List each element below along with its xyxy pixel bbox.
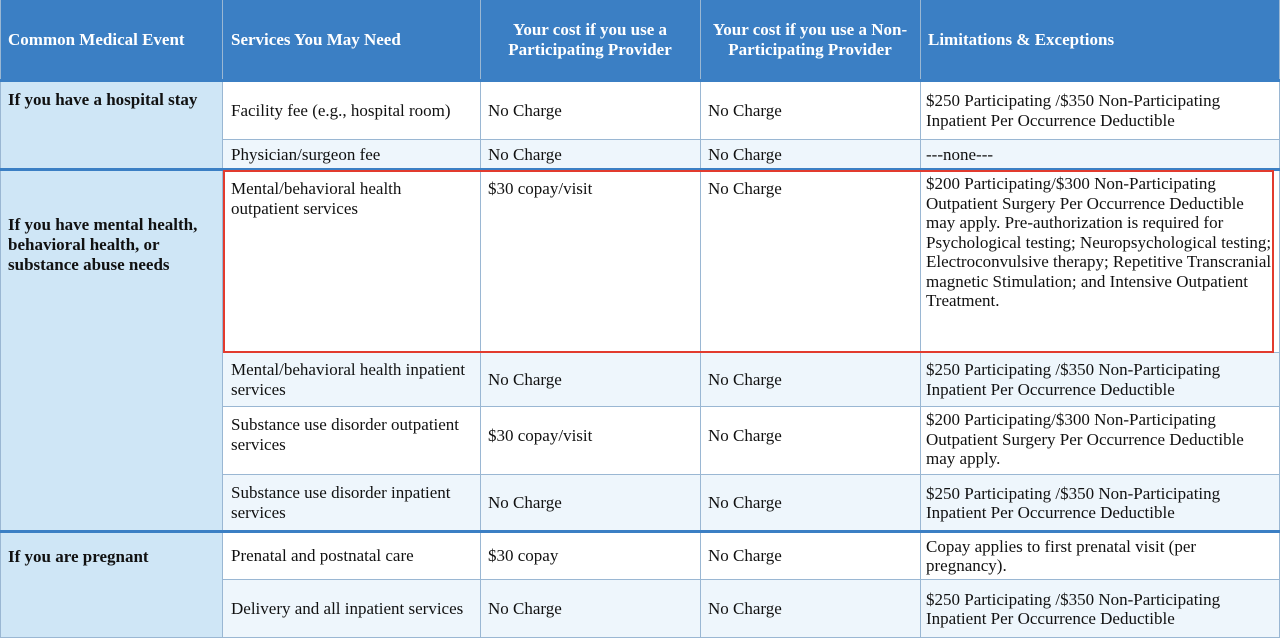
table-row-non-participating: No Charge <box>700 140 920 169</box>
table-row-service: Delivery and all inpatient services <box>223 580 480 638</box>
table-row-non-participating: No Charge <box>700 353 920 406</box>
group-divider <box>0 530 1280 533</box>
grid-line <box>223 139 1280 140</box>
grid-line <box>700 0 701 638</box>
table-row-non-participating: No Charge <box>700 82 920 139</box>
table-row-limitations: $250 Participating /$350 Non-Participating Inpatient Per Occurrence Deductible <box>920 580 1280 638</box>
event-hospital-stay: If you have a hospital stay <box>0 82 223 169</box>
table-row-non-participating: No Charge <box>700 475 920 531</box>
table-row-participating: No Charge <box>480 82 700 139</box>
table-row-non-participating: No Charge <box>700 171 920 352</box>
event-mental-health: If you have mental health, behavioral health, or substance abuse needs <box>0 171 223 531</box>
table-row-limitations: $200 Participating/$300 Non-Participating Outpatient Surgery Per Occurrence Deductible may apply. Pre-authorization is required for Psychological testing; Neuropsychological testing; Electroconvulsive therapy; Repetitive Transcranial magnetic Stimulation; and Intensive Outpatient Treatment. <box>920 171 1280 352</box>
table-row-non-participating: No Charge <box>700 533 920 579</box>
grid-line <box>480 0 481 638</box>
grid-line <box>223 406 1280 407</box>
table-row-participating: $30 copay/visit <box>480 407 700 474</box>
table-row-limitations: $250 Participating /$350 Non-Participating Inpatient Per Occurrence Deductible <box>920 353 1280 406</box>
table-row-service: Mental/behavioral health outpatient services <box>223 171 480 352</box>
table-row-participating: No Charge <box>480 140 700 169</box>
grid-line <box>223 352 1280 353</box>
grid-line <box>0 0 1 638</box>
table-row-service: Facility fee (e.g., hospital room) <box>223 82 480 139</box>
table-row-limitations: ---none--- <box>920 140 1280 169</box>
table-row-service: Substance use disorder outpatient services <box>223 407 480 474</box>
header-services: Services You May Need <box>223 0 480 80</box>
table-row-service: Prenatal and postnatal care <box>223 533 480 579</box>
header-participating: Your cost if you use a Participating Provider <box>480 0 700 80</box>
table-row-non-participating: No Charge <box>700 407 920 474</box>
table-row-limitations: $200 Participating/$300 Non-Participating Outpatient Surgery Per Occurrence Deductible may apply. <box>920 407 1280 474</box>
grid-line <box>920 0 921 638</box>
table-row-limitations: $250 Participating /$350 Non-Participating Inpatient Per Occurrence Deductible <box>920 82 1280 139</box>
table-row-service: Mental/behavioral health inpatient services <box>223 353 480 406</box>
grid-line <box>223 474 1280 475</box>
table-row-participating: $30 copay <box>480 533 700 579</box>
event-pregnant: If you are pregnant <box>0 533 223 638</box>
header-limitations: Limitations & Exceptions <box>920 0 1280 80</box>
table-row-participating: No Charge <box>480 475 700 531</box>
grid-line <box>223 579 1280 580</box>
table-row-participating: $30 copay/visit <box>480 171 700 352</box>
table-row-non-participating: No Charge <box>700 580 920 638</box>
table-row-participating: No Charge <box>480 353 700 406</box>
grid-line <box>222 0 223 638</box>
table-row-participating: No Charge <box>480 580 700 638</box>
group-divider <box>0 168 1280 171</box>
table-row-service: Substance use disorder inpatient services <box>223 475 480 531</box>
header-non-participating: Your cost if you use a Non-Participating Provider <box>700 0 920 80</box>
table-row-limitations: $250 Participating /$350 Non-Participating Inpatient Per Occurrence Deductible <box>920 475 1280 531</box>
group-divider <box>0 79 1280 82</box>
table-row-limitations: Copay applies to first prenatal visit (per pregnancy). <box>920 533 1280 579</box>
header-event: Common Medical Event <box>0 0 223 80</box>
table-row-service: Physician/surgeon fee <box>223 140 480 169</box>
